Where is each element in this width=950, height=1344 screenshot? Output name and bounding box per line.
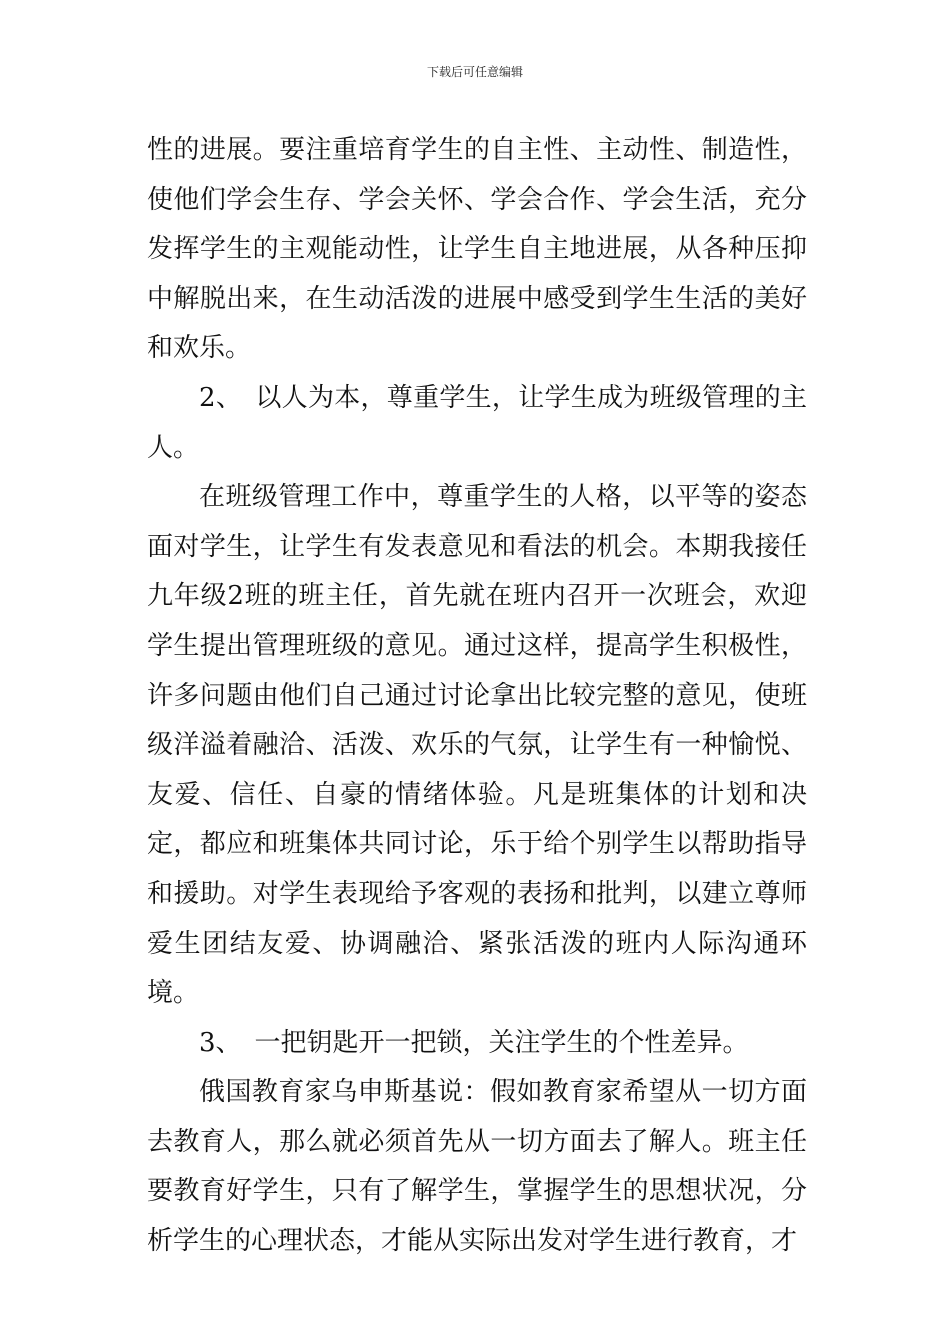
paragraph-ushinsky-quote: 俄国教育家乌申斯基说：假如教育家希望从一切方面去教育人，那么就必须首先从一切方面去了解人。班主任要教育好学生，只有了解学生，掌握学生的思想状况，分析学生的心理状态，才能从实际出发对学生进行教育，才 (147, 1077, 807, 1257)
paragraph-continuation: 性的进展。要注重培育学生的自主性、主动性、制造性，使他们学会生存、学会关怀、学会合作、学会生活，充分发挥学生的主观能动性，让学生自主地进展，从各种压抑中解脱出来，在生动活泼的进展中感受到学生生活的美好和欢乐。 (147, 135, 807, 364)
section-heading-2: 2、 以人为本，尊重学生，让学生成为班级管理的主人。 (147, 382, 807, 463)
paragraph-class-management: 在班级管理工作中，尊重学生的人格，以平等的姿态面对学生，让学生有发表意见和看法的机会。本期我接任九年级2班的班主任，首先就在班内召开一次班会，欢迎学生提出管理班级的意见。通过这样，提高学生积极性，许多问题由他们自己通过讨论拿出比较完整的意见，使班级洋溢着融洽、活泼、欢乐的气氛，让学生有一种愉悦、友爱、信任、自豪的情绪体验。凡是班集体的计划和决定，都应和班集体共同讨论，乐于给个别学生以帮助指导和援助。对学生表现给予客观的表扬和批判，以建立尊师爱生团结友爱、协调融洽、紧张活泼的班内人际沟通环境。 (147, 482, 807, 1009)
page-header: 下载后可任意编辑 (426, 65, 523, 79)
document-body (147, 126, 807, 1267)
section-heading-3: 3、 一把钥匙开一把锁，关注学生的个性差异。 (199, 1027, 749, 1058)
